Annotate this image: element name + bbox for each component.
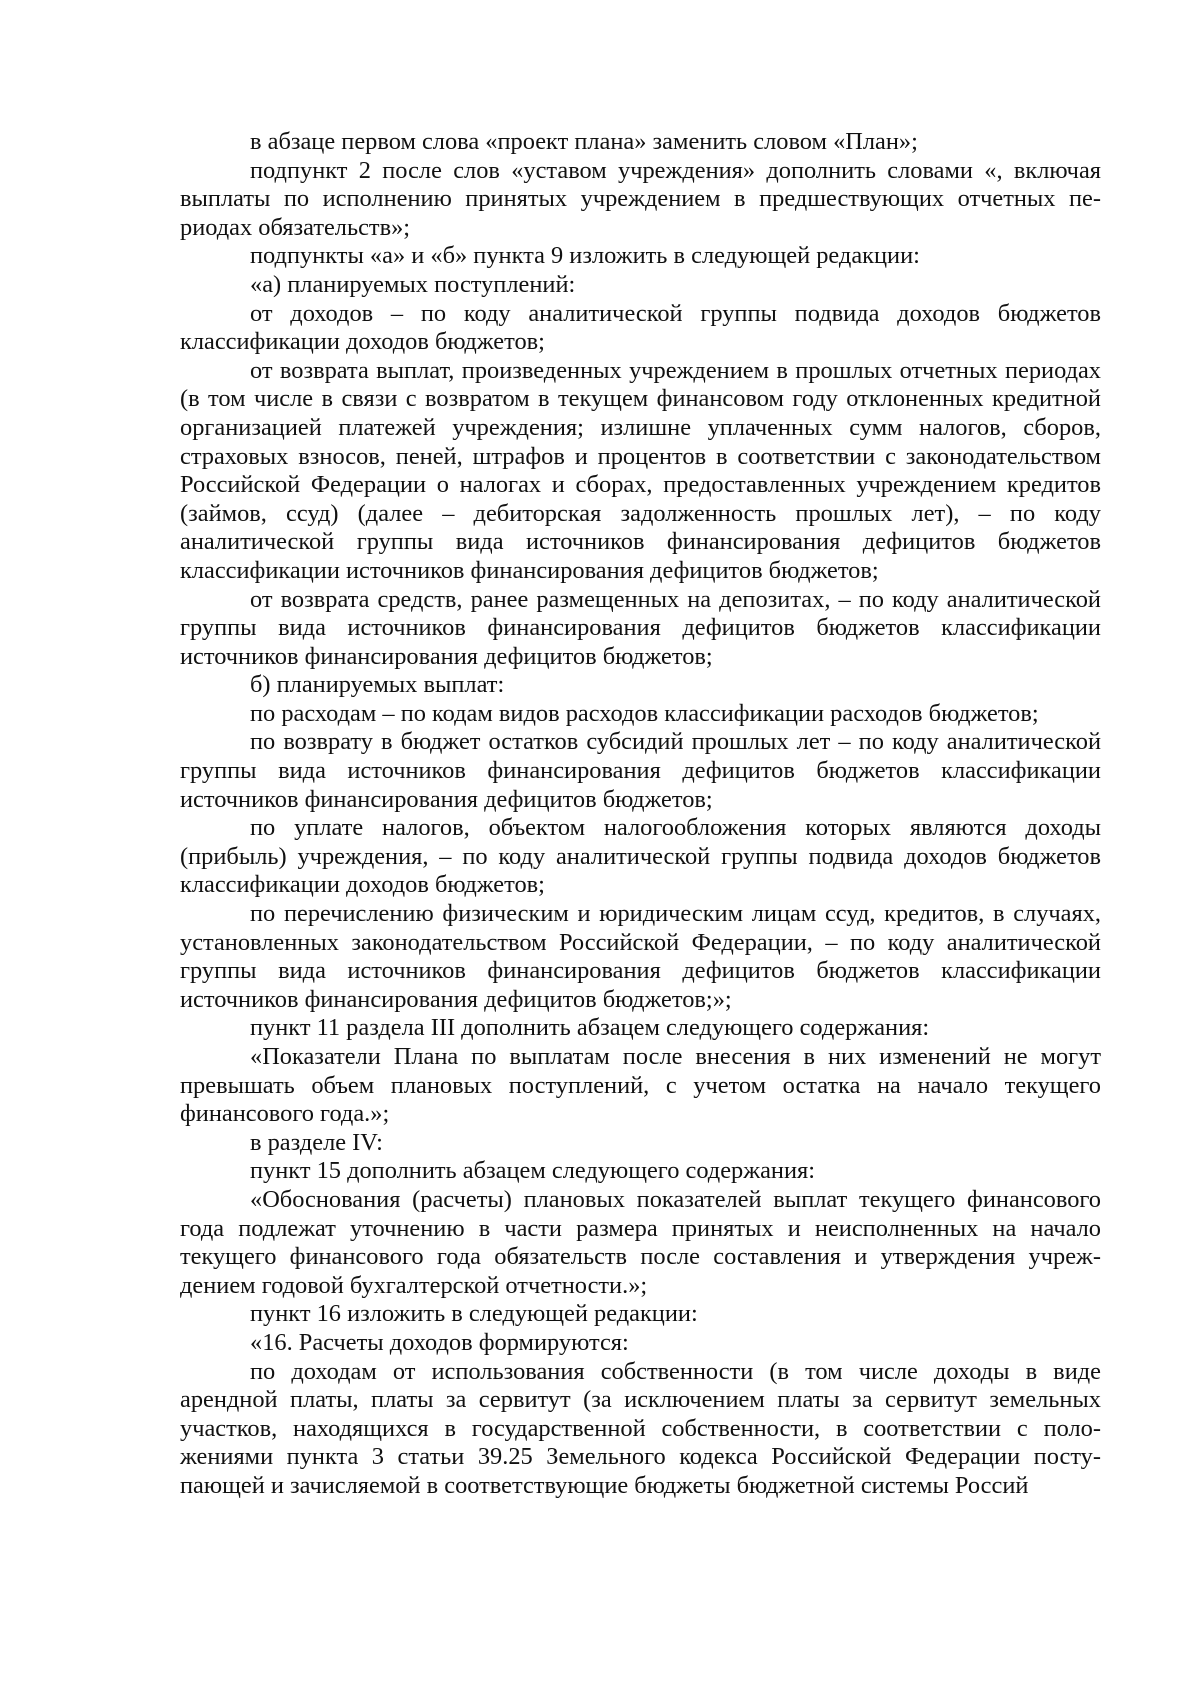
- paragraph: по доходам от использования собственности (в том числе доходы в виде арендной платы, платы за сервитут (за исключением платы за сервитут земельных участков, находящихся в государственной собственности, в соответствии с положениями пункта 3 статьи 39.25 Земельного кодекса Российской Федерации поступающей и зачисляемой в соответствующие бюджеты бюджетной системы Россий: [180, 1357, 1101, 1499]
- paragraph: от возврата выплат, произведенных учреждением в прошлых отчетных периодах (в том числе в связи с возвратом в текущем финансовом году отклоненных кредитной организацией платежей учреждения; излишне уплаченных сумм налогов, сборов, страховых взносов, пеней, штрафов и процентов в соответствии с законодательством Российской Федерации о налогах и сборах, предоставленных учреждением кредитов (займов, ссуд) (далее – дебиторская задолженность прошлых лет), – по коду аналитической группы вида источников финансирования дефицитов бюджетов классификации источников финансирования дефицитов бюджетов;: [180, 356, 1101, 584]
- paragraph: пункт 15 дополнить абзацем следующего содержания:: [250, 1157, 816, 1185]
- paragraph: от доходов – по коду аналитической группы подвида доходов бюджетов классификации доходов бюджетов;: [180, 299, 1101, 356]
- paragraph: по уплате налогов, объектом налогообложения которых являются доходы (прибыль) учреждения, – по коду аналитической группы подвида доходов бюджетов классификации доходов бюджетов;: [180, 814, 1101, 899]
- paragraph: в разделе IV:: [250, 1128, 383, 1156]
- paragraph: «а) планируемых поступлений:: [250, 270, 576, 298]
- paragraph: «Показатели Плана по выплатам после внесения в них изменений не могут превышать объем плановых поступлений, с учетом остатка на начало текущего финансового года.»;: [180, 1043, 1101, 1128]
- paragraph: подпункт 2 после слов «уставом учреждения» дополнить словами «, включая выплаты по исполнению принятых учреждением в предшествующих отчетных периодах обязательств»;: [180, 156, 1101, 241]
- paragraph: по перечислению физическим и юридическим лицам ссуд, кредитов, в случаях, установленных законодательством Российской Федерации, – по коду аналитической группы вида источников финансирования дефицитов бюджетов классификации источников финансирования дефицитов бюджетов;»;: [180, 900, 1101, 1013]
- document-body: [180, 128, 1101, 1501]
- paragraph: от возврата средств, ранее размещенных на депозитах, – по коду аналитической группы вида источников финансирования дефицитов бюджетов классификации источников финансирования дефицитов бюджетов;: [180, 585, 1101, 670]
- paragraph: по расходам – по кодам видов расходов классификации расходов бюджетов;: [250, 699, 1039, 727]
- paragraph: б) планируемых выплат:: [250, 671, 505, 699]
- paragraph: подпункты «а» и «б» пункта 9 изложить в следующей редакции:: [250, 242, 920, 270]
- paragraph: пункт 16 изложить в следующей редакции:: [250, 1300, 698, 1328]
- paragraph: по возврату в бюджет остатков субсидий прошлых лет – по коду аналитической группы вида источников финансирования дефицитов бюджетов классификации источников финансирования дефицитов бюджетов;: [180, 728, 1101, 813]
- paragraph: пункт 11 раздела III дополнить абзацем следующего содержания:: [250, 1014, 930, 1042]
- paragraph: в абзаце первом слова «проект плана» заменить словом «План»;: [250, 128, 918, 155]
- paragraph: «Обоснования (расчеты) плановых показателей выплат текущего финансового года подлежат уточнению в части размера принятых и неисполненных на начало текущего финансового года обязательств после составления и утверждения учреждением годовой бухгалтерской отчетности.»;: [180, 1185, 1101, 1299]
- paragraph: «16. Расчеты доходов формируются:: [250, 1328, 629, 1356]
